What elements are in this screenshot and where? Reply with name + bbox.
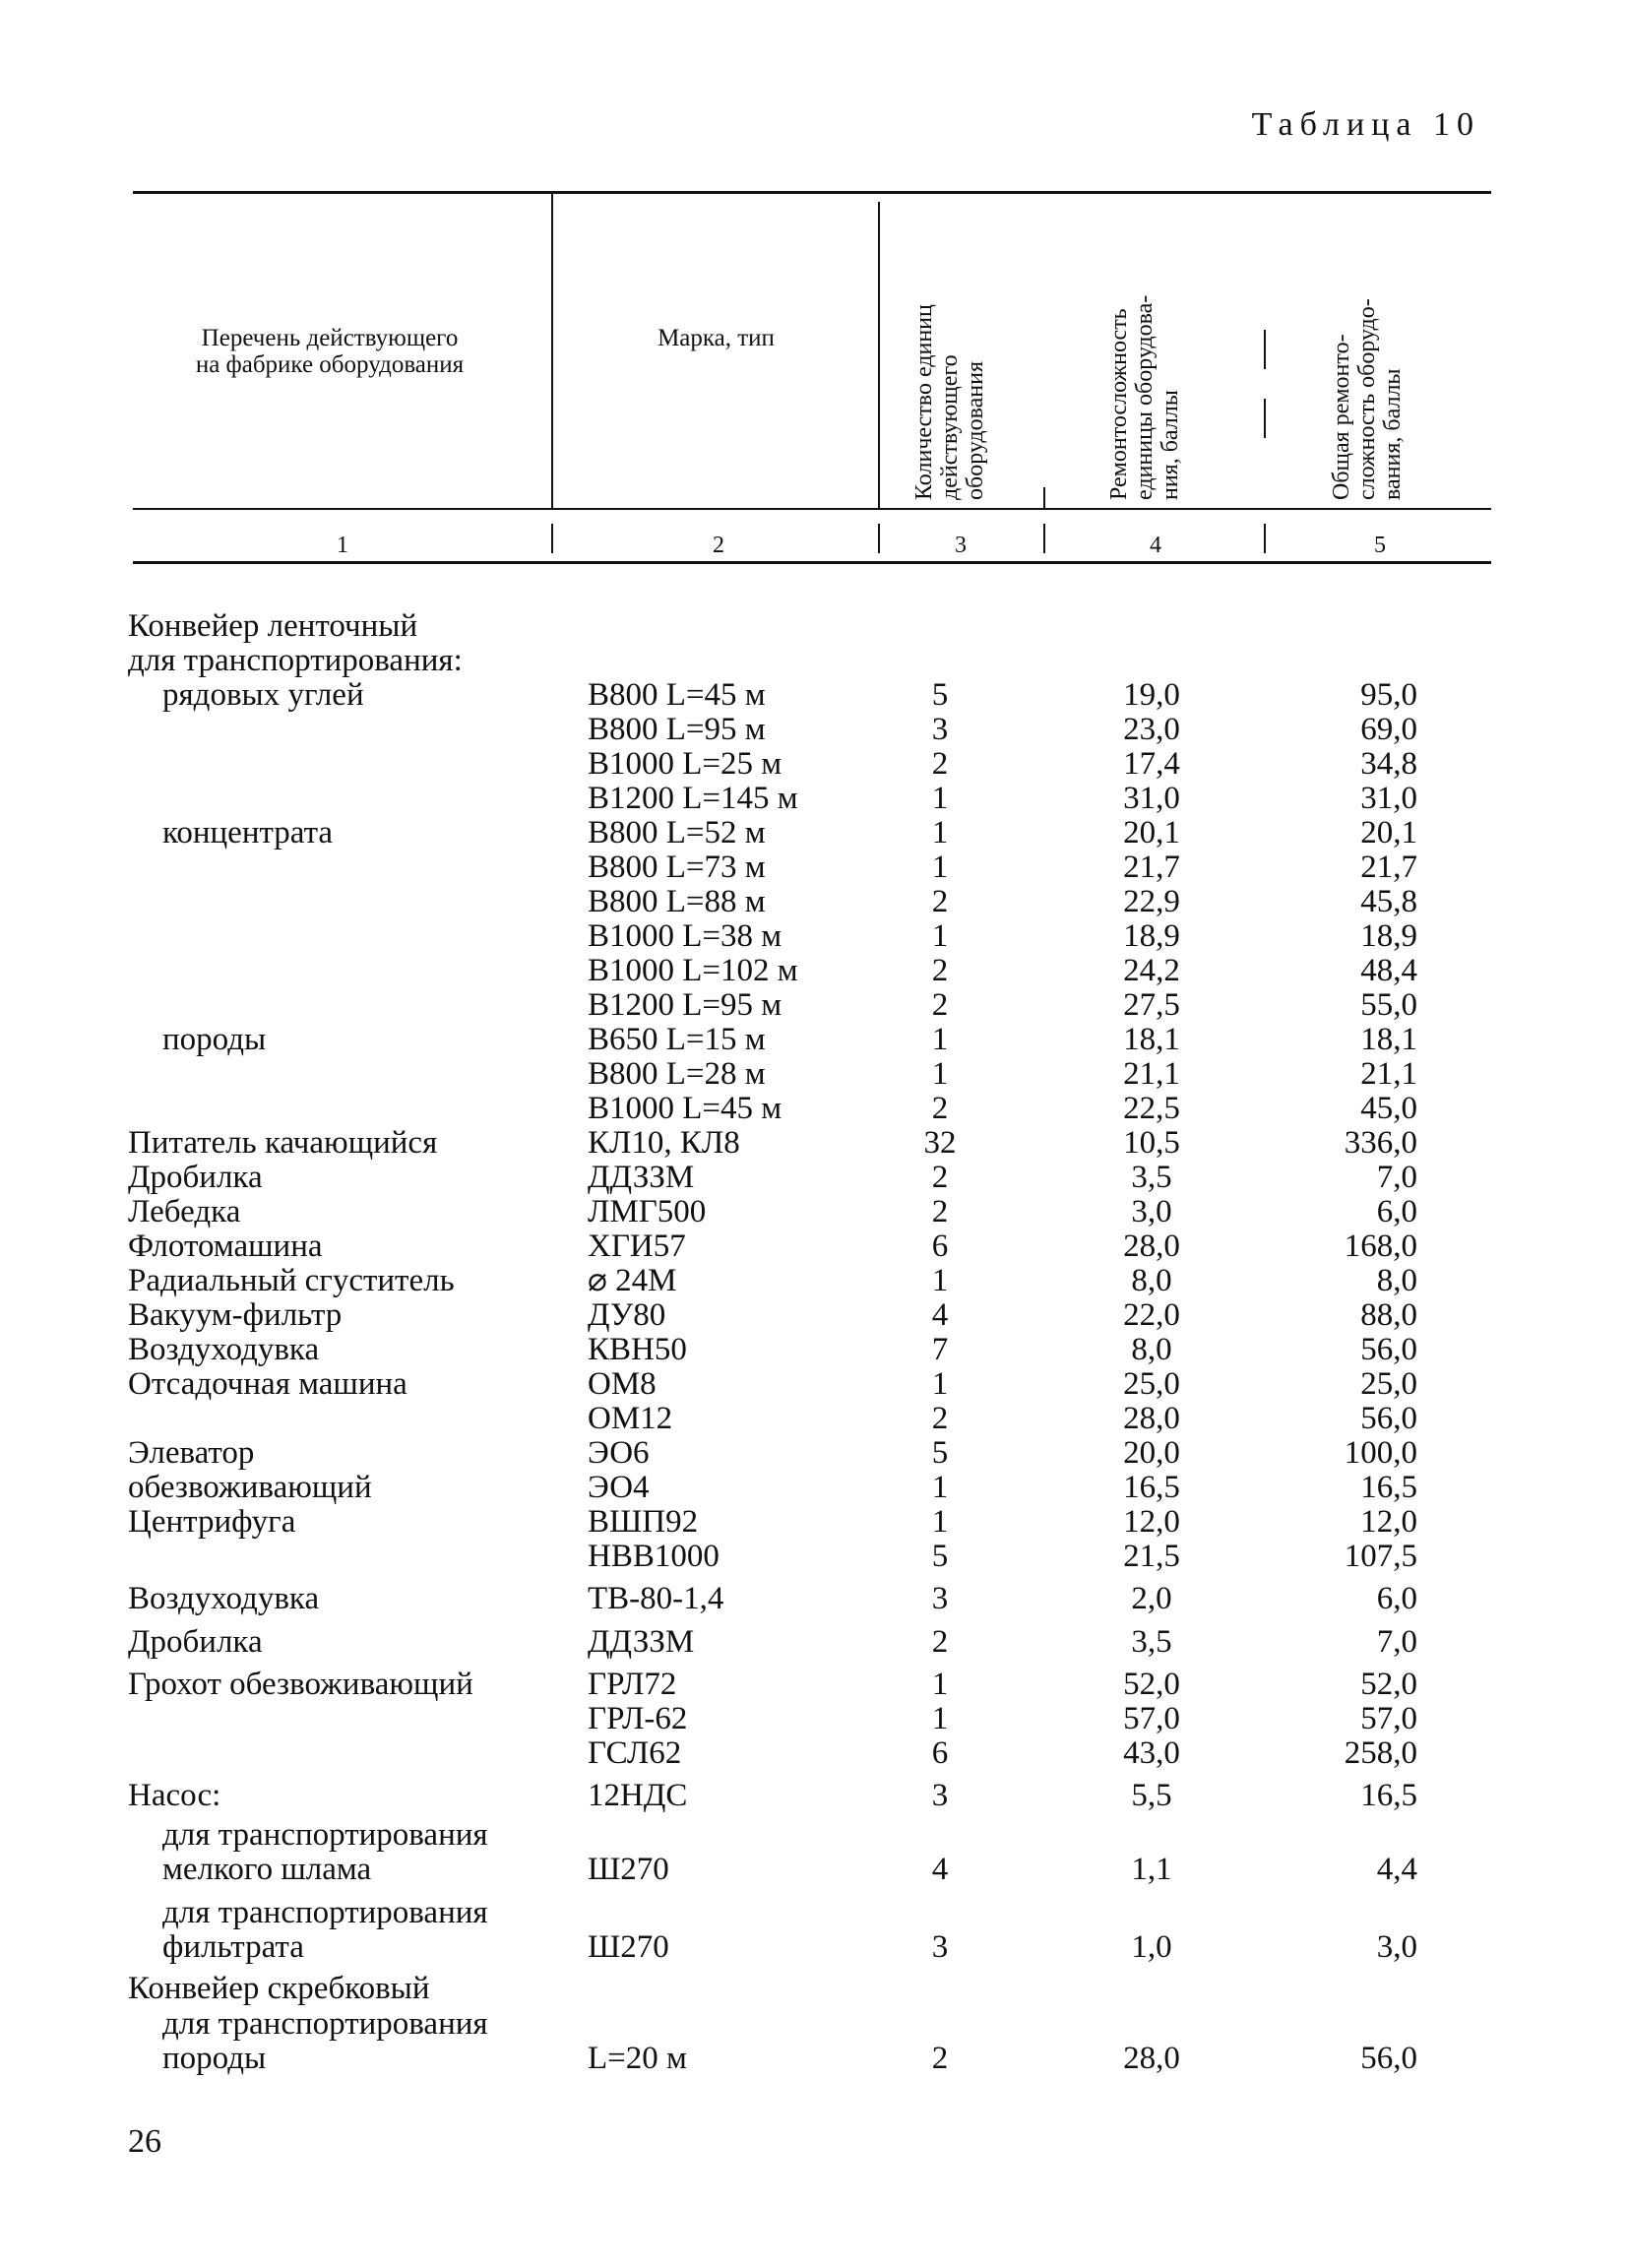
unit-complexity: 22,0	[1123, 1297, 1180, 1333]
total-complexity: 56,0	[1360, 1401, 1417, 1436]
equipment-count: 2	[931, 1624, 949, 1660]
total-complexity: 20,1	[1360, 815, 1417, 850]
table-row	[0, 1971, 1628, 2006]
total-complexity: 56,0	[1360, 2041, 1417, 2076]
unit-complexity: 3,5	[1131, 1624, 1172, 1660]
unit-complexity: 17,4	[1123, 746, 1180, 782]
table-row	[0, 677, 1628, 713]
equipment-type: ДДЗЗМ	[588, 1624, 695, 1660]
equipment-name: Питатель качающийся	[128, 1125, 438, 1161]
equipment-name: для транспортирования	[162, 1895, 488, 1930]
equipment-count: 3	[931, 712, 949, 747]
table-row	[0, 1929, 1628, 1965]
equipment-count: 2	[931, 884, 949, 919]
table-row	[0, 850, 1628, 885]
header-col1: Перечень действующего на фабрике оборудования	[195, 325, 465, 378]
equipment-count: 3	[931, 1581, 949, 1616]
equipment-type: В800 L=28 м	[588, 1056, 766, 1092]
total-complexity: 6,0	[1376, 1194, 1417, 1229]
table-row	[0, 1435, 1628, 1471]
table-row	[0, 608, 1628, 644]
unit-complexity: 28,0	[1123, 1401, 1180, 1436]
table-row	[0, 1297, 1628, 1333]
equipment-count: 3	[931, 1929, 949, 1965]
total-complexity: 48,4	[1360, 953, 1417, 988]
table-row	[0, 1701, 1628, 1736]
unit-complexity: 28,0	[1123, 1228, 1180, 1264]
total-complexity: 336,0	[1344, 1125, 1417, 1161]
table-row	[0, 1263, 1628, 1298]
column-divider	[1043, 487, 1045, 509]
column-divider	[551, 524, 553, 553]
equipment-name: Воздуходувка	[128, 1332, 320, 1367]
unit-complexity: 22,5	[1123, 1091, 1180, 1126]
unit-complexity: 21,1	[1123, 1056, 1180, 1092]
total-complexity: 18,9	[1360, 918, 1417, 954]
total-complexity: 12,0	[1360, 1504, 1417, 1540]
equipment-name: Флотомашина	[128, 1228, 323, 1264]
total-complexity: 45,0	[1360, 1091, 1417, 1126]
equipment-name: Центрифуга	[128, 1504, 296, 1540]
table-row	[0, 1470, 1628, 1505]
total-complexity: 34,8	[1360, 746, 1417, 782]
column-number: 4	[1150, 533, 1161, 558]
table-row	[0, 1091, 1628, 1126]
table-row	[0, 1401, 1628, 1436]
table-row	[0, 953, 1628, 988]
equipment-type: ЛМГ500	[588, 1194, 707, 1229]
unit-complexity: 28,0	[1123, 2041, 1180, 2076]
equipment-name: Элеватор	[128, 1435, 255, 1471]
equipment-name: для транспортирования	[162, 2006, 488, 2042]
header-top-rule	[133, 191, 1491, 194]
total-complexity: 7,0	[1376, 1624, 1417, 1660]
equipment-type: НВВ1000	[588, 1539, 720, 1574]
table-row	[0, 1228, 1628, 1264]
equipment-name: Дробилка	[128, 1624, 263, 1660]
unit-complexity: 2,0	[1131, 1581, 1172, 1616]
unit-complexity: 22,9	[1123, 884, 1180, 919]
total-complexity: 25,0	[1360, 1366, 1417, 1402]
unit-complexity: 24,2	[1123, 953, 1180, 988]
table-row	[0, 1504, 1628, 1540]
equipment-type: ОМ8	[588, 1366, 657, 1402]
total-complexity: 21,1	[1360, 1056, 1417, 1092]
equipment-name: Вакуум-фильтр	[128, 1297, 343, 1333]
equipment-count: 1	[931, 781, 949, 816]
total-complexity: 31,0	[1360, 781, 1417, 816]
total-complexity: 69,0	[1360, 712, 1417, 747]
total-complexity: 6,0	[1376, 1581, 1417, 1616]
equipment-type: В1000 L=102 м	[588, 953, 798, 988]
equipment-type: В1000 L=45 м	[588, 1091, 783, 1126]
equipment-name: Лебедка	[128, 1194, 241, 1229]
equipment-count: 2	[931, 953, 949, 988]
table-row	[0, 1125, 1628, 1161]
table-row	[0, 1056, 1628, 1092]
unit-complexity: 5,5	[1131, 1778, 1172, 1813]
total-complexity: 88,0	[1360, 1297, 1417, 1333]
equipment-count: 1	[931, 1022, 949, 1057]
column-divider	[878, 202, 880, 509]
column-number: 2	[713, 533, 724, 558]
equipment-count: 1	[931, 1701, 949, 1736]
equipment-type: В800 L=95 м	[588, 712, 766, 747]
equipment-name: для транспортирования:	[128, 643, 463, 678]
unit-complexity: 12,0	[1123, 1504, 1180, 1540]
table-row	[0, 1667, 1628, 1702]
equipment-type: В1000 L=25 м	[588, 746, 783, 782]
equipment-count: 32	[923, 1125, 957, 1161]
equipment-count: 1	[931, 1667, 949, 1702]
column-divider	[551, 194, 553, 509]
table-row	[0, 1624, 1628, 1660]
unit-complexity: 16,5	[1123, 1470, 1180, 1505]
equipment-type: В1200 L=95 м	[588, 987, 783, 1023]
total-complexity: 55,0	[1360, 987, 1417, 1023]
equipment-count: 1	[931, 1504, 949, 1540]
equipment-count: 1	[931, 1470, 949, 1505]
unit-complexity: 10,5	[1123, 1125, 1180, 1161]
unit-complexity: 57,0	[1123, 1701, 1180, 1736]
total-complexity: 45,8	[1360, 884, 1417, 919]
unit-complexity: 18,1	[1123, 1022, 1180, 1057]
equipment-name: Конвейер ленточный	[128, 608, 418, 644]
unit-complexity: 20,1	[1123, 815, 1180, 850]
unit-complexity: 1,1	[1131, 1852, 1172, 1887]
equipment-count: 5	[931, 1435, 949, 1471]
equipment-count: 1	[931, 1263, 949, 1298]
total-complexity: 7,0	[1376, 1160, 1417, 1195]
table-row	[0, 815, 1628, 850]
column-divider	[878, 524, 880, 553]
total-complexity: 21,7	[1360, 850, 1417, 885]
header-col2: Марка, тип	[657, 325, 775, 351]
total-complexity: 8,0	[1376, 1263, 1417, 1298]
unit-complexity: 31,0	[1123, 781, 1180, 816]
unit-complexity: 8,0	[1131, 1263, 1172, 1298]
unit-complexity: 18,9	[1123, 918, 1180, 954]
unit-complexity: 1,0	[1131, 1929, 1172, 1965]
equipment-count: 2	[931, 1091, 949, 1126]
equipment-count: 1	[931, 815, 949, 850]
equipment-count: 6	[931, 1228, 949, 1264]
table-row	[0, 987, 1628, 1023]
column-number: 1	[337, 533, 348, 558]
unit-complexity: 20,0	[1123, 1435, 1180, 1471]
equipment-count: 3	[931, 1778, 949, 1813]
table-row	[0, 918, 1628, 954]
table-row	[0, 781, 1628, 816]
unit-complexity: 19,0	[1123, 677, 1180, 713]
equipment-name: Воздуходувка	[128, 1581, 320, 1616]
equipment-type: ГСЛ62	[588, 1735, 682, 1771]
equipment-name: Дробилка	[128, 1160, 263, 1195]
equipment-type: ГРЛ-62	[588, 1701, 688, 1736]
equipment-count: 7	[931, 1332, 949, 1367]
total-complexity: 4,4	[1376, 1852, 1417, 1887]
total-complexity: 52,0	[1360, 1667, 1417, 1702]
table-row	[0, 1735, 1628, 1771]
equipment-type: ОМ12	[588, 1401, 673, 1436]
equipment-type: Ш270	[588, 1929, 669, 1965]
equipment-type: Ш270	[588, 1852, 669, 1887]
equipment-type: В800 L=73 м	[588, 850, 766, 885]
table-row	[0, 1194, 1628, 1229]
table-row	[0, 1539, 1628, 1574]
unit-complexity: 21,7	[1123, 850, 1180, 885]
equipment-type: В800 L=88 м	[588, 884, 766, 919]
unit-complexity: 27,5	[1123, 987, 1180, 1023]
equipment-name: рядовых углей	[162, 677, 364, 713]
table-row	[0, 2006, 1628, 2042]
equipment-count: 2	[931, 1194, 949, 1229]
equipment-type: ТВ-80-1,4	[588, 1581, 724, 1616]
unit-complexity: 21,5	[1123, 1539, 1180, 1574]
unit-complexity: 52,0	[1123, 1667, 1180, 1702]
table-row	[0, 884, 1628, 919]
equipment-name: для транспортирования	[162, 1817, 488, 1853]
table-row	[0, 1332, 1628, 1367]
equipment-type: ХГИ57	[588, 1228, 686, 1264]
header-col3: Количество единиц действующего оборудования	[911, 304, 988, 500]
header-col5: Общая ремонто- сложность оборудо- вания, баллы	[1329, 298, 1406, 500]
equipment-name: породы	[162, 1022, 267, 1057]
equipment-count: 2	[931, 746, 949, 782]
table-row	[0, 1160, 1628, 1195]
table-row	[0, 1581, 1628, 1616]
total-complexity: 16,5	[1360, 1778, 1417, 1813]
total-complexity: 168,0	[1344, 1228, 1417, 1264]
equipment-count: 1	[931, 1366, 949, 1402]
table-row	[0, 746, 1628, 782]
table-row	[0, 1895, 1628, 1930]
equipment-type: КВН50	[588, 1332, 687, 1367]
equipment-type: ЭО4	[588, 1470, 650, 1505]
total-complexity: 3,0	[1376, 1929, 1417, 1965]
equipment-count: 5	[931, 1539, 949, 1574]
total-complexity: 57,0	[1360, 1701, 1417, 1736]
total-complexity: 18,1	[1360, 1022, 1417, 1057]
unit-complexity: 8,0	[1131, 1332, 1172, 1367]
total-complexity: 258,0	[1344, 1735, 1417, 1771]
equipment-type: ДДЗЗМ	[588, 1160, 695, 1195]
column-numbers-rule	[133, 561, 1491, 564]
table-row	[0, 1852, 1628, 1887]
equipment-count: 2	[931, 1401, 949, 1436]
equipment-name: мелкого шлама	[162, 1852, 372, 1887]
equipment-name: Грохот обезвоживающий	[128, 1667, 473, 1702]
column-number: 5	[1374, 533, 1386, 558]
equipment-type: ⌀ 24М	[588, 1263, 677, 1298]
table-row	[0, 2041, 1628, 2076]
equipment-name: Насос:	[128, 1778, 221, 1813]
table-row	[0, 1022, 1628, 1057]
table-row	[0, 1366, 1628, 1402]
table-row	[0, 1817, 1628, 1853]
equipment-name: Конвейер скребковый	[128, 1971, 430, 2006]
equipment-count: 5	[931, 677, 949, 713]
column-divider	[1264, 399, 1266, 438]
equipment-count: 1	[931, 1056, 949, 1092]
equipment-type: L=20 м	[588, 2041, 687, 2076]
equipment-name: Отсадочная машина	[128, 1366, 407, 1402]
equipment-type: ДУ80	[588, 1297, 666, 1333]
total-complexity: 100,0	[1344, 1435, 1417, 1471]
table-title: Таблица 10	[1251, 106, 1480, 143]
equipment-name: концентрата	[162, 815, 334, 850]
unit-complexity: 25,0	[1123, 1366, 1180, 1402]
equipment-count: 2	[931, 1160, 949, 1195]
equipment-name: обезвоживающий	[128, 1470, 372, 1505]
equipment-type: В650 L=15 м	[588, 1022, 766, 1057]
equipment-count: 6	[931, 1735, 949, 1771]
equipment-count: 2	[931, 2041, 949, 2076]
unit-complexity: 23,0	[1123, 712, 1180, 747]
page-number: 26	[128, 2123, 161, 2160]
equipment-name: породы	[162, 2041, 267, 2076]
header-bottom-rule	[133, 508, 1491, 510]
equipment-type: В1200 L=145 м	[588, 781, 798, 816]
table-row	[0, 712, 1628, 747]
equipment-type: ВШП92	[588, 1504, 699, 1540]
equipment-count: 2	[931, 987, 949, 1023]
total-complexity: 107,5	[1344, 1539, 1417, 1574]
equipment-type: В800 L=45 м	[588, 677, 766, 713]
unit-complexity: 3,0	[1131, 1194, 1172, 1229]
equipment-count: 1	[931, 850, 949, 885]
equipment-count: 4	[931, 1297, 949, 1333]
column-number: 3	[955, 533, 967, 558]
unit-complexity: 43,0	[1123, 1735, 1180, 1771]
table-row	[0, 1778, 1628, 1813]
table-row	[0, 643, 1628, 678]
equipment-type: В800 L=52 м	[588, 815, 766, 850]
column-divider	[1264, 330, 1266, 369]
equipment-count: 4	[931, 1852, 949, 1887]
header-col4: Ремонтосложность единицы оборудова- ния, баллы	[1106, 294, 1183, 500]
equipment-count: 1	[931, 918, 949, 954]
equipment-type: 12НДС	[588, 1778, 688, 1813]
total-complexity: 56,0	[1360, 1332, 1417, 1367]
equipment-type: КЛ10, КЛ8	[588, 1125, 740, 1161]
total-complexity: 95,0	[1360, 677, 1417, 713]
equipment-name: фильтрата	[162, 1929, 304, 1965]
column-divider	[1043, 524, 1045, 553]
unit-complexity: 3,5	[1131, 1160, 1172, 1195]
total-complexity: 16,5	[1360, 1470, 1417, 1505]
equipment-type: В1000 L=38 м	[588, 918, 783, 954]
equipment-type: ГРЛ72	[588, 1667, 677, 1702]
column-divider	[1264, 524, 1266, 553]
equipment-type: ЭО6	[588, 1435, 650, 1471]
equipment-name: Радиальный сгуститель	[128, 1263, 455, 1298]
